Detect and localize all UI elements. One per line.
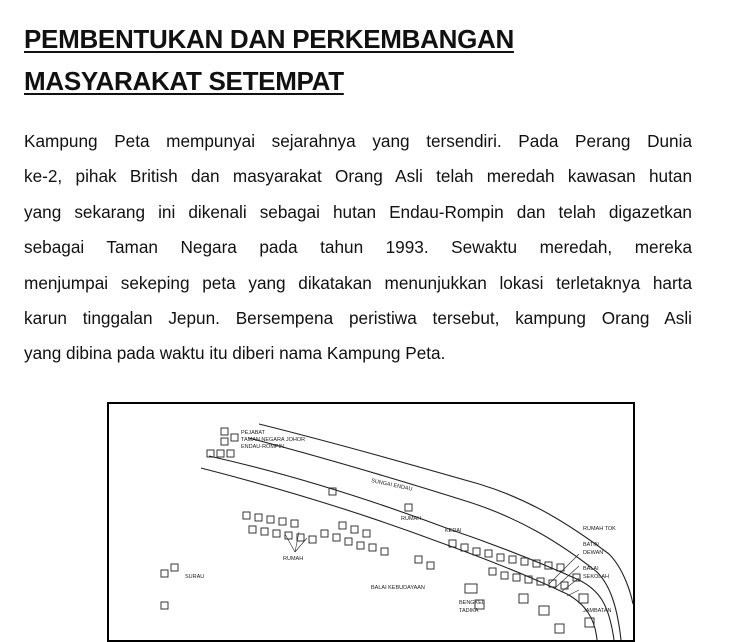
- paragraph-line: menjumpai sekeping peta yang dikatakan menunjukkan lokasi terletaknya harta: [24, 272, 692, 293]
- map-label: TAMAN NEGARA JOHOR: [241, 437, 306, 443]
- map-label: KEDAI: [445, 528, 462, 534]
- map-label: RUMAH TOK: [583, 526, 616, 532]
- map-label: PEJABAT: [241, 430, 266, 436]
- map-label: BENGKEL: [459, 600, 485, 606]
- map-label: BALAI: [583, 566, 599, 572]
- history-paragraph: [24, 124, 692, 372]
- map-label: ENDAU-ROMPIN: [241, 444, 285, 450]
- map-label: SURAU: [185, 574, 205, 580]
- map-label: RUMAH: [401, 516, 422, 522]
- paragraph-line: Kampung Peta mempunyai sejarahnya yang tersendiri. Pada Perang Dunia: [24, 131, 692, 151]
- map-label: JAMBATAN: [583, 608, 612, 614]
- river: [249, 424, 633, 640]
- map-label: TADIKA: [459, 608, 479, 614]
- village-map-drawing: [109, 404, 633, 640]
- leader-lines: [285, 532, 579, 596]
- village-map: [107, 402, 635, 642]
- paragraph-line: yang dibina pada waktu itu diberi nama Kampung Peta.: [24, 343, 446, 364]
- paragraph-line: ke-2, pihak British dan masyarakat Orang Asli telah meredah kawasan hutan: [24, 166, 692, 187]
- paragraph-line: yang sekarang ini dikenali sebagai hutan Endau-Rompin dan telah digazetkan: [24, 201, 692, 222]
- map-label: BATIN: [583, 542, 599, 548]
- map-label: SEKOLAH: [583, 574, 609, 580]
- page-title-line-1: PEMBENTUKAN DAN PERKEMBANGAN: [24, 24, 514, 54]
- map-label: RUMAH: [283, 556, 304, 562]
- paragraph-line: sebagai Taman Negara pada tahun 1993. Sewaktu meredah, mereka: [24, 237, 692, 258]
- map-label: SUNGAI ENDAU: [370, 478, 413, 493]
- map-label: BALAI KEBUDAYAAN: [371, 585, 425, 591]
- paragraph-line: karun tinggalan Jepun. Bersempena peristiwa tersebut, kampung Orang Asli: [24, 308, 692, 329]
- main-road: [201, 456, 614, 640]
- page-title-line-2: MASYARAKAT SETEMPAT: [24, 66, 344, 96]
- map-label: DEWAN: [583, 550, 604, 556]
- houses: [161, 428, 594, 633]
- page-title: [24, 18, 644, 102]
